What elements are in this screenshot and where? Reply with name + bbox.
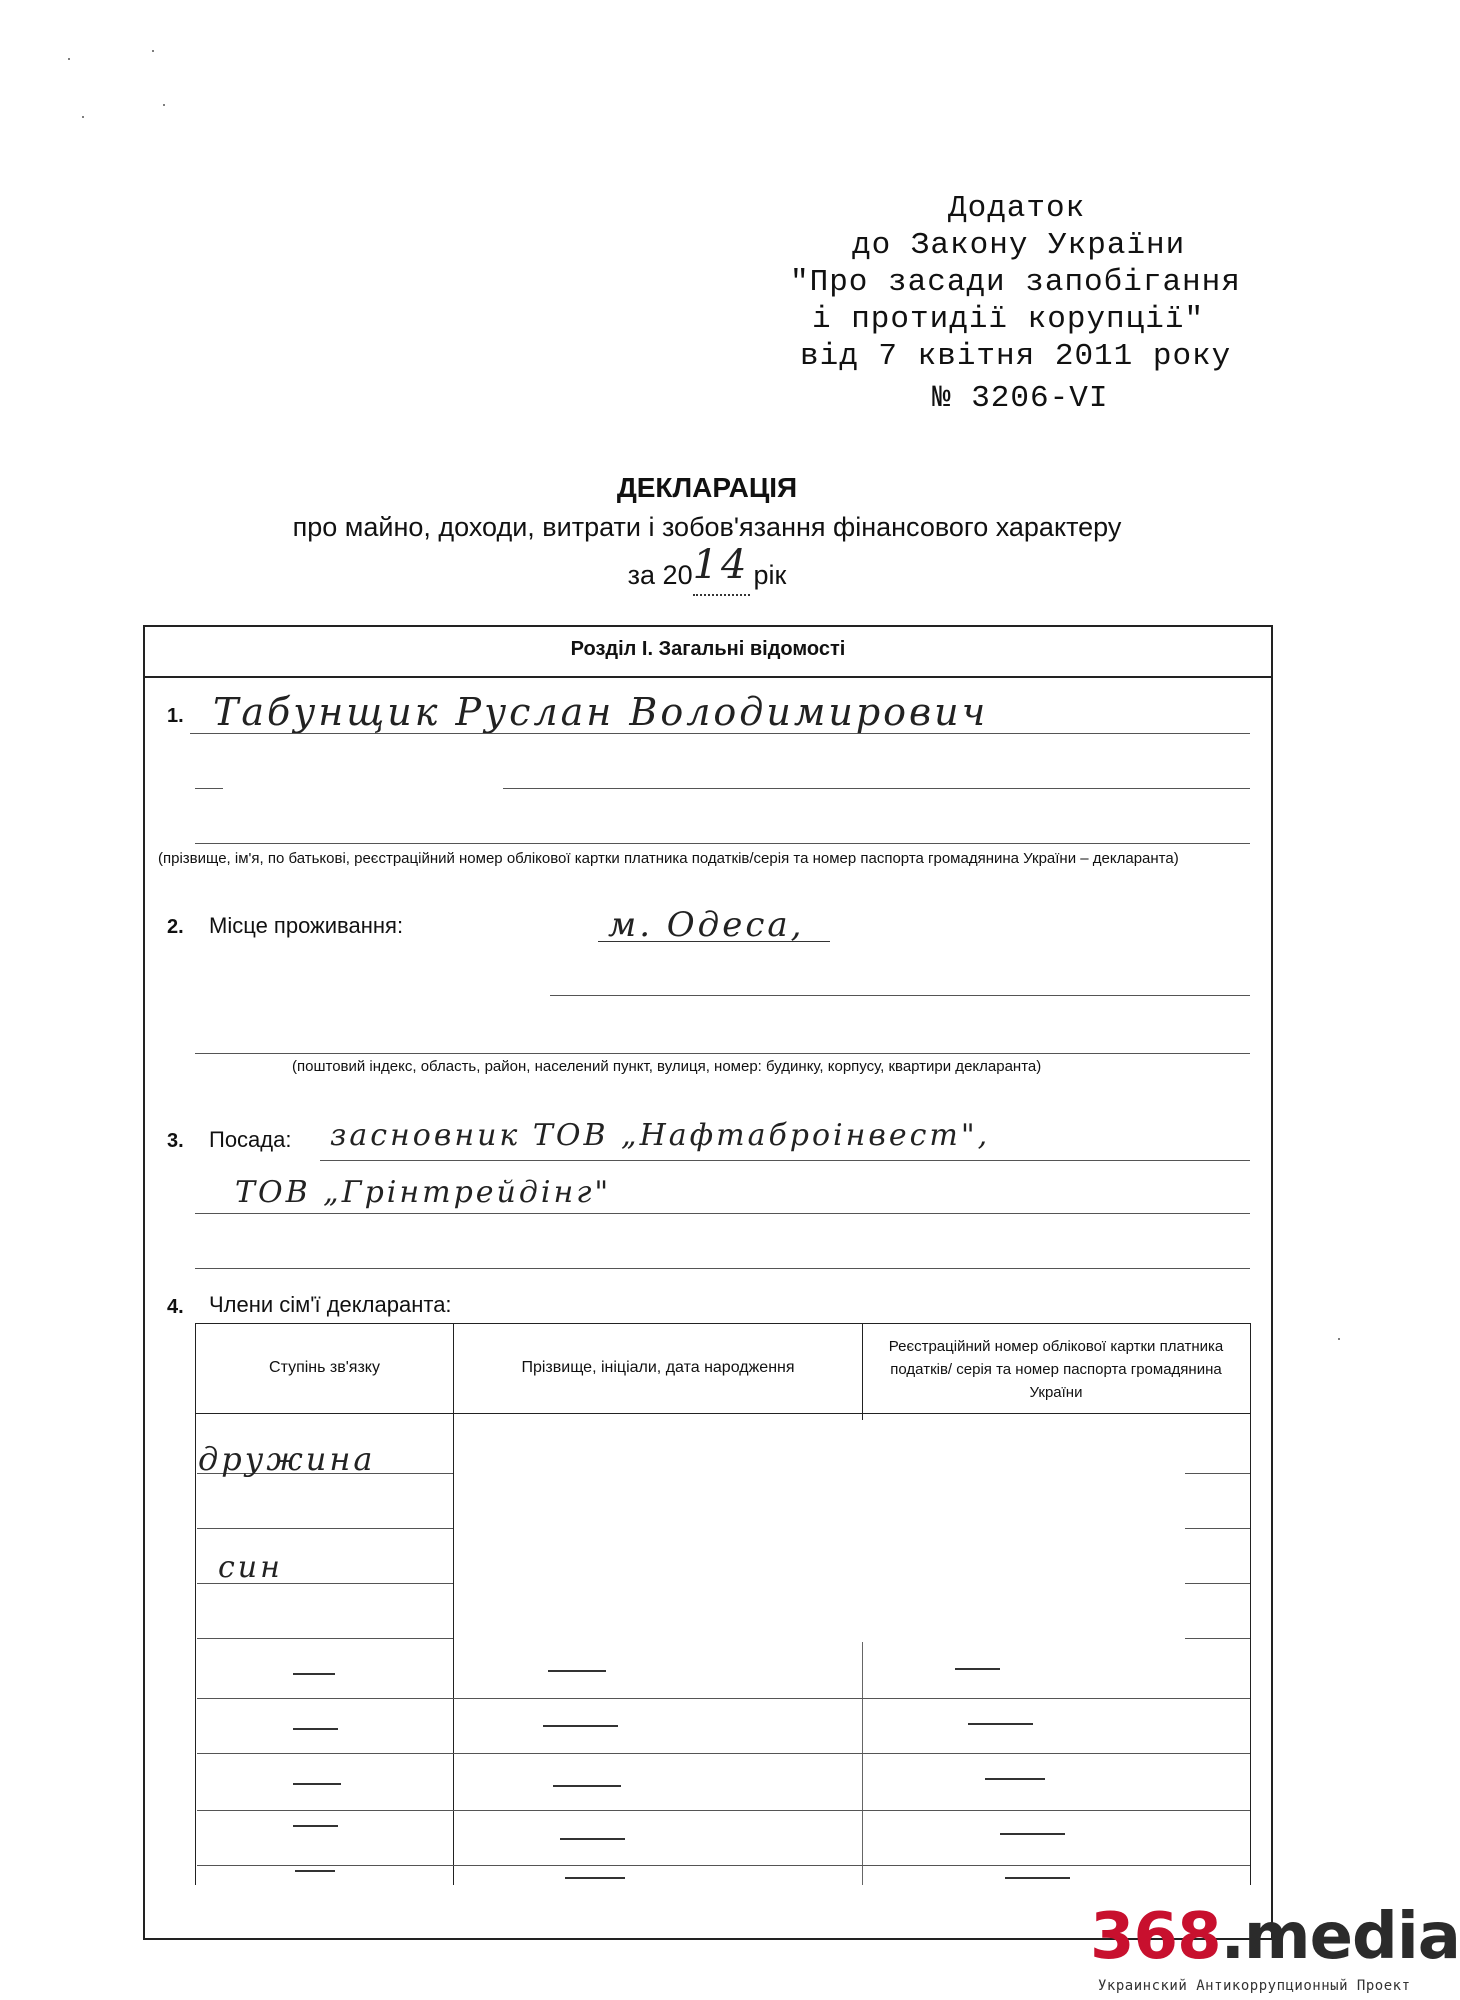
table-border: [195, 1323, 196, 1885]
row-line: [1185, 1583, 1250, 1584]
item-number: 3.: [167, 1130, 184, 1152]
table-border: [1250, 1323, 1251, 1885]
table-header-tax-id: Реєстраційний номер облікової картки платника податків/ серія та номер паспорта громадянина України: [888, 1337, 1224, 1401]
fill-line: [503, 788, 1250, 789]
watermark-logo: [1090, 1900, 1460, 1974]
row-line: [1185, 1528, 1250, 1529]
empty-dash: [985, 1778, 1045, 1780]
watermark-tagline: Украинский Антикоррупционный Проект: [1098, 1978, 1411, 1994]
fill-line: [190, 733, 1250, 734]
empty-dash: [560, 1838, 625, 1840]
declarant-name-handwritten: Табунщик Руслан Володимирович: [213, 690, 989, 734]
section-header: Розділ І. Загальні відомості: [570, 638, 846, 660]
fill-line: [320, 1160, 1250, 1161]
relation-handwritten: син: [218, 1550, 283, 1585]
appendix-line: до Закону України: [852, 228, 1186, 263]
scan-speck: [152, 50, 154, 52]
row-line: [197, 1865, 1250, 1866]
row-line: [197, 1810, 1250, 1811]
appendix-line: "Про засади запобігання: [790, 265, 1241, 300]
empty-dash: [548, 1670, 606, 1672]
residence-handwritten: м. Одеса,: [608, 905, 805, 945]
table-border: [195, 1413, 1250, 1414]
empty-dash: [565, 1877, 625, 1879]
declaration-year: [0, 542, 1414, 596]
empty-dash: [293, 1783, 341, 1785]
scan-speck: [1338, 1338, 1340, 1340]
item2-caption: (поштовий індекс, область, район, населений пункт, вулиця, номер: будинку, корпусу, квартири декларанта): [292, 1058, 1042, 1075]
row-line: [197, 1638, 453, 1639]
page-title: ДЕКЛАРАЦІЯ: [616, 472, 798, 503]
position-label: Посада:: [209, 1127, 292, 1152]
family-label: Члени сім'ї декларанта:: [209, 1292, 452, 1317]
row-line: [197, 1528, 453, 1529]
appendix-line: і протидії корупції": [812, 302, 1205, 337]
watermark-brand: .media: [1220, 1900, 1460, 1974]
handwritten-underline: [598, 941, 830, 942]
item-number: 2.: [167, 916, 184, 938]
fill-line: [195, 843, 1250, 844]
residence-label: Місце проживання:: [209, 913, 404, 938]
fill-line: [550, 995, 1250, 996]
year-prefix: за 20: [627, 560, 693, 590]
table-border: [453, 1323, 454, 1885]
item-number: 1.: [167, 705, 184, 727]
empty-dash: [955, 1668, 1000, 1670]
year-handwritten: 14: [692, 542, 750, 588]
empty-dash: [543, 1725, 618, 1727]
row-line: [1185, 1473, 1250, 1474]
table-border: [862, 1323, 863, 1420]
form-frame: [143, 625, 1273, 1940]
table-border: [195, 1323, 1250, 1324]
empty-dash: [968, 1723, 1033, 1725]
table-header-name: Прізвище, ініціали, дата народження: [521, 1359, 795, 1376]
section-divider: [143, 676, 1273, 678]
empty-dash: [1000, 1833, 1065, 1835]
appendix-line: від 7 квітня 2011 року: [800, 339, 1232, 374]
scan-speck: [68, 58, 70, 60]
fill-line: [195, 1053, 1250, 1054]
empty-dash: [293, 1673, 335, 1675]
table-border: [862, 1642, 863, 1885]
year-suffix: рік: [753, 560, 787, 590]
empty-dash: [293, 1825, 338, 1827]
fill-line: [195, 1268, 1250, 1269]
relation-handwritten: дружина: [198, 1440, 376, 1478]
appendix-line: № 3206-VI: [932, 381, 1109, 416]
watermark-number: 368: [1090, 1900, 1221, 1974]
row-line: [1185, 1638, 1250, 1639]
position-handwritten-line1: засновник ТОВ „Нафтаброінвест",: [330, 1118, 991, 1153]
empty-dash: [295, 1870, 335, 1872]
table-header-relation: Ступінь зв'язку: [269, 1359, 380, 1376]
row-line: [197, 1698, 1250, 1699]
scan-speck: [82, 116, 84, 118]
page-subtitle: про майно, доходи, витрати і зобов'язання фінансового характеру: [292, 512, 1122, 542]
item-number: 4.: [167, 1296, 184, 1318]
fill-line: [195, 1213, 1250, 1214]
row-line: [197, 1753, 1250, 1754]
item1-caption: (прізвище, ім'я, по батькові, реєстраційний номер облікової картки платника податків/серія та номер паспорта громадянина України – декларанта): [158, 850, 1179, 867]
scan-speck: [163, 104, 165, 106]
fill-line: [195, 788, 223, 789]
empty-dash: [293, 1728, 338, 1730]
appendix-line: Додаток: [948, 191, 1086, 226]
empty-dash: [553, 1785, 621, 1787]
position-handwritten-line2: ТОВ „Грінтрейдінг": [235, 1175, 612, 1210]
empty-dash: [1005, 1877, 1070, 1879]
